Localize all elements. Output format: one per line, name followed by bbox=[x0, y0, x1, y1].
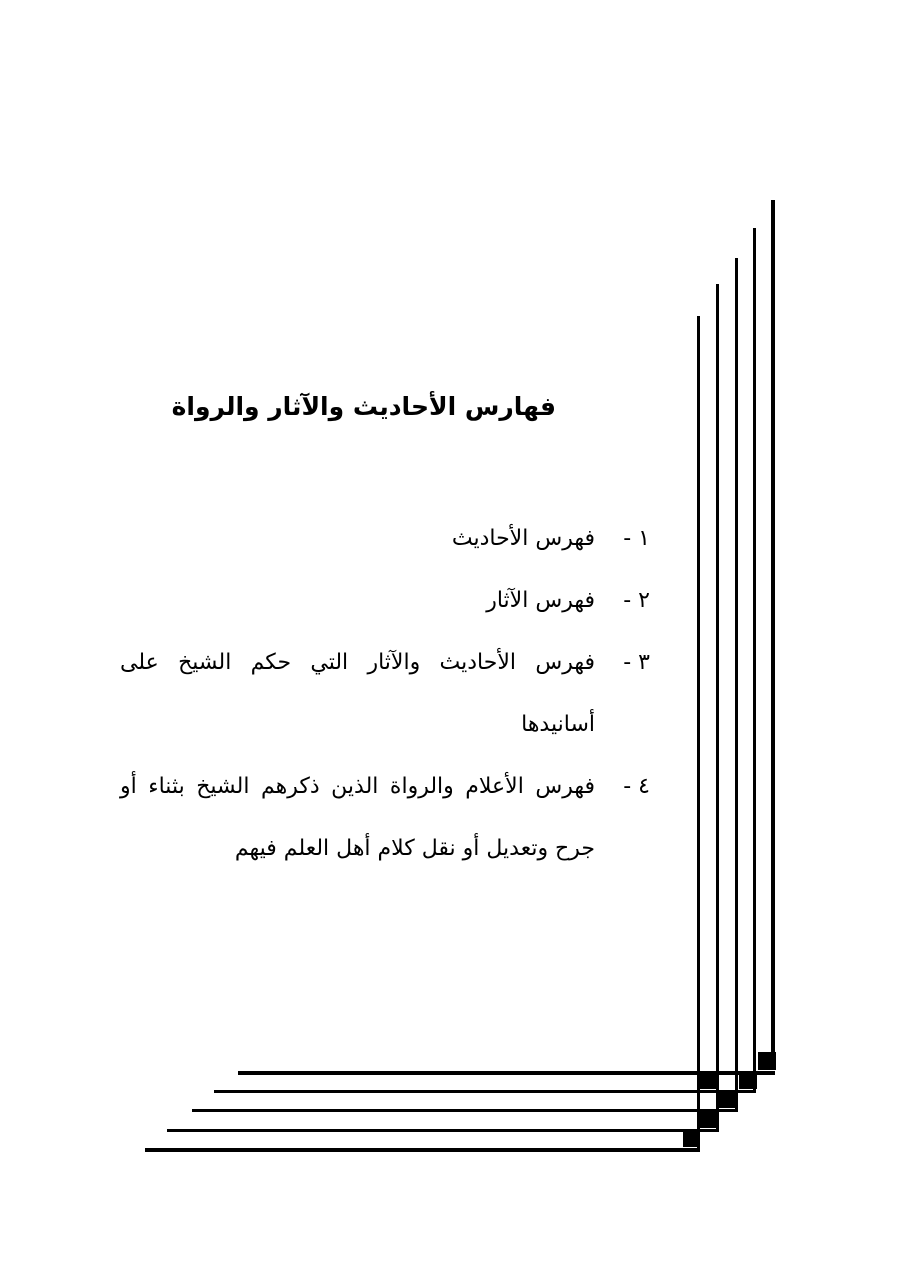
list-item bbox=[120, 570, 650, 632]
list-item bbox=[120, 756, 650, 880]
index-list bbox=[120, 508, 650, 880]
item-number: ١ - bbox=[623, 526, 650, 551]
item-number: ٣ - bbox=[623, 650, 650, 675]
item-number: ٤ - bbox=[623, 774, 650, 799]
item-number: ٢ - bbox=[623, 588, 650, 613]
item-text: فهرس الأحاديث والآثار التي حكم الشيخ على أسانيدها bbox=[120, 650, 595, 737]
item-text: فهرس الأحاديث bbox=[451, 526, 595, 551]
list-item bbox=[120, 508, 650, 570]
item-text: فهرس الآثار bbox=[486, 588, 595, 613]
list-item bbox=[120, 632, 650, 756]
item-text: فهرس الأعلام والرواة الذين ذكرهم الشيخ بثناء أو جرح وتعديل أو نقل كلام أهل العلم فيهم bbox=[120, 774, 595, 861]
page-title: فهارس الأحاديث والآثار والرواة bbox=[171, 392, 556, 421]
